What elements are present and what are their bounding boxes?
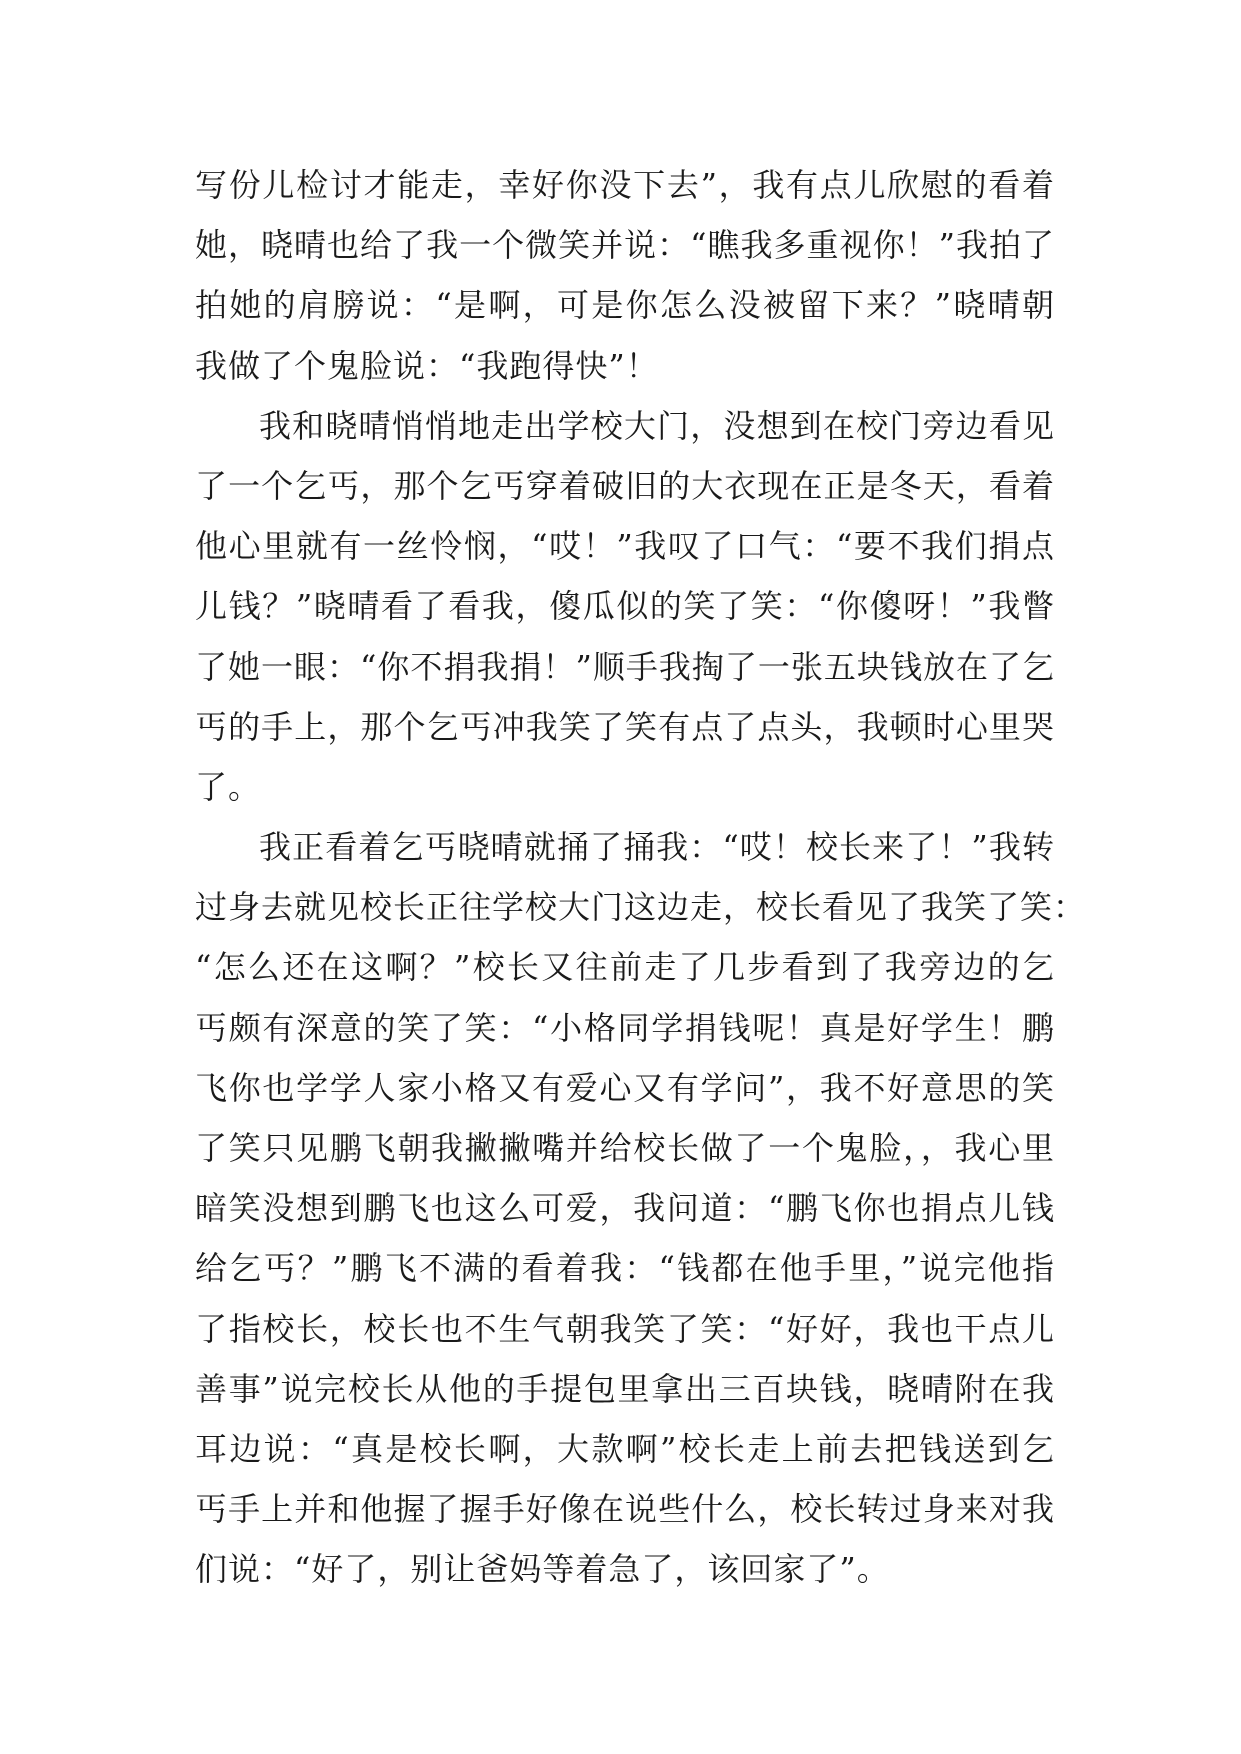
text-line: 了笑只见鹏飞朝我撇撇嘴并给校长做了一个鬼脸，，我心里	[195, 1129, 1055, 1167]
text-line: 我正看着乞丐晓晴就捅了捅我：“哎！校长来了！”我转	[259, 828, 1055, 867]
text-line: 拍她的肩膀说：“是啊，可是你怎么没被留下来？”晓晴朝	[195, 286, 1055, 325]
text-line: 过身去就见校长正往学校大门这边走，校长看见了我笑了笑：	[195, 888, 1087, 927]
paragraph	[195, 396, 1055, 817]
text-line: 了指校长，校长也不生气朝我笑了笑：“好好，我也干点儿	[195, 1309, 1055, 1348]
text-line: 耳边说：“真是校长啊，大款啊”校长走上前去把钱送到乞	[195, 1429, 1055, 1468]
text-line: 他心里就有一丝怜悯，“哎！”我叹了口气：“要不我们捐点	[195, 527, 1055, 566]
text-line: 了一个乞丐，那个乞丐穿着破旧的大衣现在正是冬天，看着	[195, 466, 1055, 505]
paragraph	[195, 155, 1055, 396]
text-line: 了。	[195, 767, 262, 806]
text-line: 丐的手上，那个乞丐冲我笑了笑有点了点头，我顿时心里哭	[195, 707, 1055, 746]
paragraph	[195, 817, 1087, 1599]
text-line: 丐颇有深意的笑了笑：“小格同学捐钱呢！真是好学生！鹏	[195, 1008, 1055, 1047]
text-line: 儿钱？”晓晴看了看我，傻瓜似的笑了笑：“你傻呀！”我瞥	[195, 587, 1055, 626]
document-body	[195, 155, 1087, 1600]
text-line: “怎么还在这啊？”校长又往前走了几步看到了我旁边的乞	[195, 948, 1055, 987]
text-line: 写份儿检讨才能走，幸好你没下去”，我有点儿欣慰的看着	[195, 166, 1055, 204]
text-line: 我和晓晴悄悄地走出学校大门，没想到在校门旁边看见	[259, 406, 1055, 445]
text-line: 善事”说完校长从他的手提包里拿出三百块钱，晓晴附在我	[195, 1369, 1055, 1408]
text-line: 了她一眼：“你不捐我捐！”顺手我掏了一张五块钱放在了乞	[195, 647, 1055, 686]
text-line: 们说：“好了，别让爸妈等着急了，该回家了”。	[195, 1550, 890, 1589]
text-line: 暗笑没想到鹏飞也这么可爱，我问道：“鹏飞你也捐点儿钱	[195, 1189, 1055, 1228]
text-line: 飞你也学学人家小格又有爱心又有学问”，我不好意思的笑	[195, 1068, 1055, 1107]
text-line: 我做了个鬼脸说：“我跑得快”！	[195, 346, 659, 385]
text-line: 她，晓晴也给了我一个微笑并说：“瞧我多重视你！”我拍了	[195, 226, 1055, 265]
text-line: 给乞丐？”鹏飞不满的看着我：“钱都在他手里，”说完他指	[195, 1249, 1055, 1288]
text-line: 丐手上并和他握了握手好像在说些什么，校长转过身来对我	[195, 1490, 1055, 1529]
